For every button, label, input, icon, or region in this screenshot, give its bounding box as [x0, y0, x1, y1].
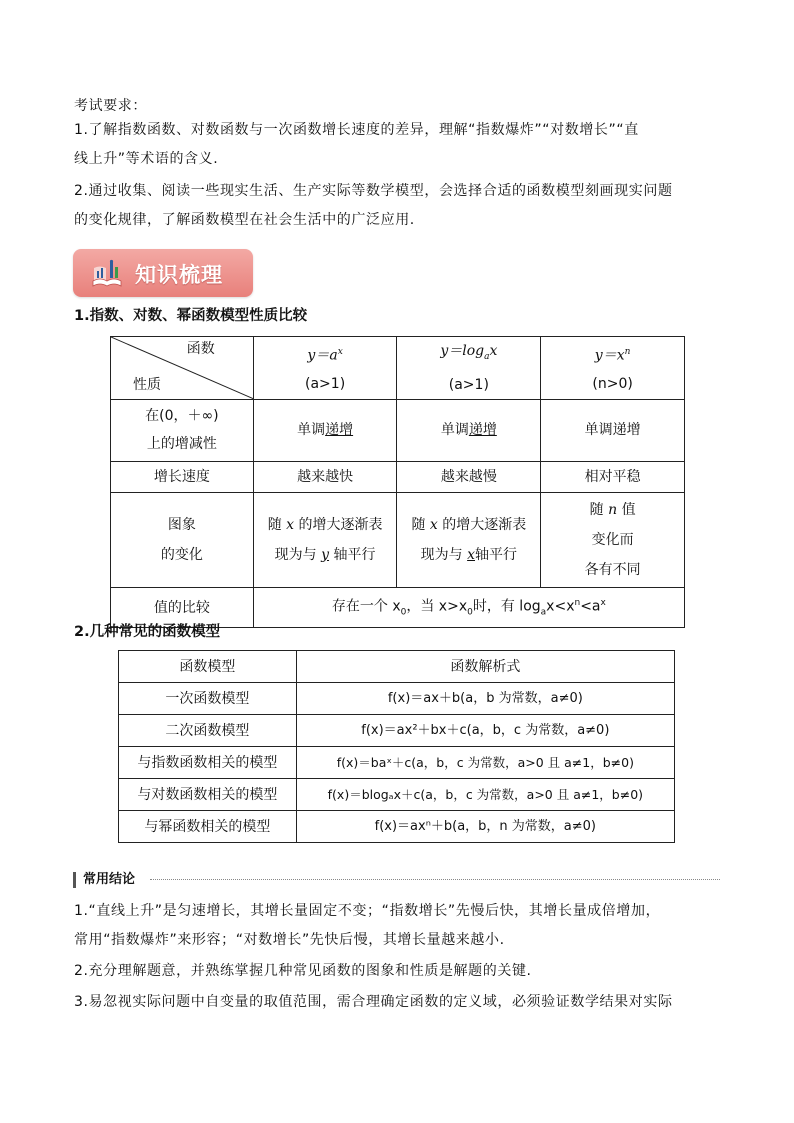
graph-change-power: [541, 492, 685, 587]
growth-rate-exp: 越来越快: [253, 461, 397, 492]
growth-rate-log: 越来越慢: [397, 461, 541, 492]
model-formula: f(x)＝baˣ＋c(a，b，c 为常数，a>0 且 a≠1，b≠0): [296, 747, 674, 779]
graph-log-l2-pre: 现为与: [420, 546, 463, 563]
graph-power-l3: 各有不同: [584, 561, 641, 578]
monotonicity-power: 单调递增: [541, 399, 685, 461]
model-formula: f(x)＝ax²＋bx＋c(a，b，c 为常数，a≠0): [296, 715, 674, 747]
model-name: 与指数函数相关的模型: [119, 747, 297, 779]
model-name: 与幂函数相关的模型: [119, 811, 297, 843]
conclusion-1-line-2: 常用“指数爆炸”来形容；“对数增长”先快后慢，其增长量越来越小.: [74, 932, 505, 948]
graph-change-log: [397, 492, 541, 587]
conclusion-2: 2.充分理解题意，并熟练掌握几种常见函数的图象和性质是解题的关键.: [74, 963, 532, 979]
requirement-1-line-2: 线上升”等术语的含义.: [74, 151, 219, 167]
graph-change-exp: [253, 492, 397, 587]
graph-power-l2: 变化而: [591, 531, 634, 548]
header-property-label: 性质: [133, 376, 161, 393]
properties-table: [110, 336, 685, 628]
header-power: [541, 337, 685, 400]
power-formula-sup: n: [624, 347, 631, 358]
model-formula: f(x)＝blogₐx＋c(a，b，c 为常数，a>0 且 a≠1，b≠0): [296, 779, 674, 811]
log-formula-post: x: [489, 343, 498, 359]
exp-formula: y＝a: [307, 347, 338, 364]
graph-change-row: [111, 492, 685, 587]
properties-header-row: [111, 337, 685, 400]
graph-log-l1-var: x: [429, 516, 438, 533]
graph-exp-l1-post: 的增大逐渐表: [298, 516, 383, 533]
conclusions-title: [73, 870, 163, 890]
section-2-heading: 2.几种常见的函数模型: [74, 624, 221, 640]
book-chart-icon: [91, 259, 123, 289]
graph-label-line-1: 图象: [167, 516, 196, 533]
conclusion-3: 3.易忽视实际问题中自变量的取值范围，需合理确定函数的定义域，必须验证数学结果对实际: [74, 994, 673, 1010]
table-row: [119, 683, 675, 715]
table-row: [119, 715, 675, 747]
vc-mid-3: x<x: [546, 598, 575, 615]
title-bar-marker: [73, 872, 76, 888]
vc-sup-n: n: [574, 597, 581, 608]
graph-power-l1-post: 值: [621, 501, 636, 518]
graph-log-l1-post: 的增大逐渐表: [442, 516, 527, 533]
table-row: [119, 747, 675, 779]
log-condition: (a>1): [448, 376, 489, 393]
mono-log-underlined: 递增: [468, 422, 497, 439]
log-formula-pre: y＝log: [440, 343, 485, 359]
dotted-divider: [150, 879, 720, 880]
header-exponential: [253, 337, 397, 400]
knowledge-banner: [73, 249, 253, 297]
growth-rate-row: [111, 461, 685, 492]
vc-mid-2: 时，有 log: [472, 598, 541, 615]
graph-exp-l1-var: x: [286, 516, 295, 533]
monotonicity-row: [111, 399, 685, 461]
vc-pre: 存在一个 x: [331, 598, 401, 615]
graph-change-label: [111, 492, 254, 587]
vc-sub-1: 0: [467, 607, 473, 618]
model-name: 一次函数模型: [119, 683, 297, 715]
graph-power-l1-pre: 随: [589, 501, 604, 518]
graph-log-l2-post: 轴平行: [475, 546, 518, 563]
mono-log-pre: 单调: [440, 422, 469, 439]
mono-exp-pre: 单调: [297, 422, 326, 439]
power-formula: y＝x: [594, 347, 625, 364]
header-logarithmic: [397, 337, 541, 400]
graph-exp-l2-axis: y: [321, 546, 330, 563]
models-table: [118, 650, 675, 843]
growth-rate-power: 相对平稳: [541, 461, 685, 492]
monotonicity-label: [111, 399, 254, 461]
requirement-2-line-2: 的变化规律，了解函数模型在社会生活中的广泛应用.: [74, 212, 415, 228]
exp-formula-sup: x: [337, 347, 343, 358]
graph-log-l1-pre: 随: [411, 516, 426, 533]
requirement-1-line-1: 1.了解指数函数、对数函数与一次函数增长速度的差异，理解“指数爆炸”“对数增长”“直: [74, 122, 639, 138]
table-row: [119, 779, 675, 811]
value-comparison-content: [253, 587, 684, 627]
monotonicity-label-line-2: 上的增减性: [146, 436, 217, 453]
section-1-heading: 1.指数、对数、幂函数模型性质比较: [74, 308, 308, 324]
conclusions-title-text: 常用结论: [83, 872, 136, 887]
vc-sup-x: x: [600, 597, 606, 608]
diagonal-header-cell: [111, 337, 254, 400]
conclusion-1-line-1: 1.“直线上升”是匀速增长，其增长量固定不变；“指数增长”先慢后快，其增长量成倍增加，: [74, 903, 661, 919]
models-header-formula: 函数解析式: [296, 651, 674, 683]
vc-mid-4: <a: [580, 598, 601, 615]
graph-exp-l1-pre: 随: [267, 516, 282, 533]
table-row: [119, 811, 675, 843]
power-condition: (n>0): [592, 375, 633, 392]
vc-sub-0: 0: [400, 607, 407, 618]
monotonicity-log: [397, 399, 541, 461]
log-formula-sub: a: [484, 351, 490, 362]
models-header-model: 函数模型: [119, 651, 297, 683]
value-comparison-label: 值的比较: [111, 587, 254, 627]
header-function-label: 函数: [186, 341, 215, 357]
requirements-title: 考试要求：: [74, 98, 147, 114]
model-formula: f(x)＝axⁿ＋b(a，b，n 为常数，a≠0): [296, 811, 674, 843]
model-name: 二次函数模型: [119, 715, 297, 747]
model-formula: f(x)＝ax＋b(a，b 为常数，a≠0): [296, 683, 674, 715]
monotonicity-label-line-1: 在(0，＋∞): [145, 408, 219, 425]
graph-label-line-2: 的变化: [160, 546, 203, 563]
models-header-row: [119, 651, 675, 683]
mono-exp-underlined: 递增: [325, 422, 354, 439]
growth-rate-label: 增长速度: [111, 461, 254, 492]
graph-log-l2-axis: x: [467, 546, 476, 563]
requirement-2-line-1: 2.通过收集、阅读一些现实生活、生产实际等数学模型，会选择合适的函数模型刻画现实问题: [74, 183, 673, 199]
monotonicity-exp: [253, 399, 397, 461]
banner-title: 知识梳理: [135, 263, 223, 287]
model-name: 与对数函数相关的模型: [119, 779, 297, 811]
vc-sub-a: a: [540, 607, 547, 618]
graph-power-l1-var: n: [608, 501, 618, 518]
exp-condition: (a>1): [305, 375, 346, 392]
vc-mid: ，当 x>x: [406, 598, 468, 615]
graph-exp-l2-post: 轴平行: [333, 546, 376, 563]
graph-exp-l2-pre: 现为与: [274, 546, 317, 563]
